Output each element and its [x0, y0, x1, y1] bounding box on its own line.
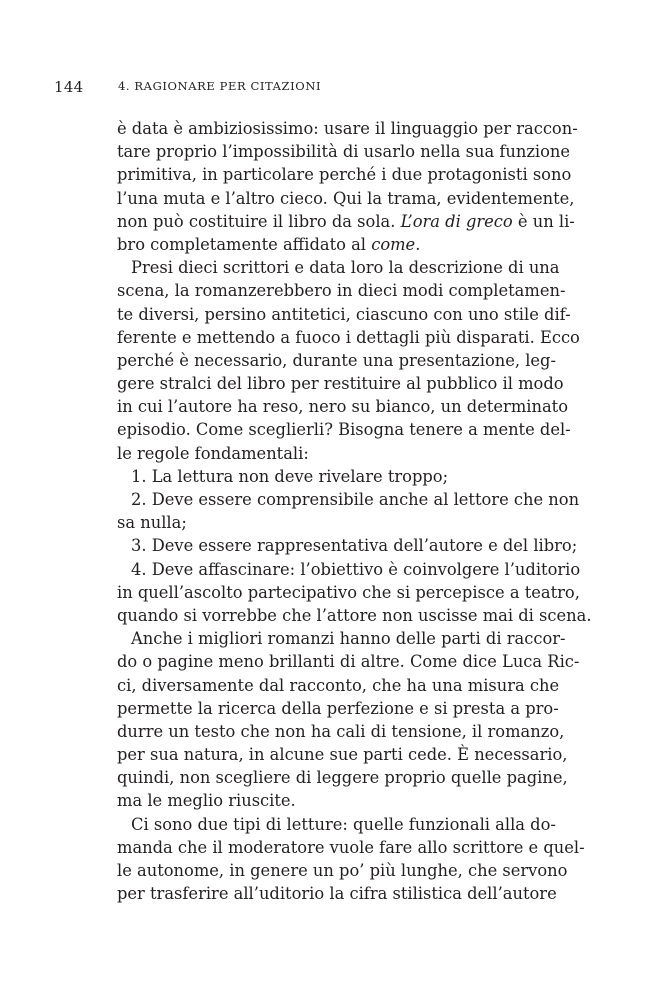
body-text	[117, 117, 592, 905]
italic-text: come	[371, 234, 416, 254]
running-header	[54, 78, 574, 98]
text-line	[117, 140, 571, 163]
text-line	[117, 558, 581, 581]
text-line	[117, 882, 557, 905]
text-run: tare proprio l’impossibilità di usarlo nella sua funzione	[117, 142, 571, 162]
text-line	[117, 256, 560, 279]
text-line	[117, 697, 559, 720]
text-line	[117, 534, 578, 557]
text-run: 3. Deve essere rappresentativa dell’autore e del libro;	[131, 536, 578, 556]
text-run: ma le meglio riuscite.	[117, 791, 296, 811]
text-run: primitiva, in particolare perché i due protagonisti sono	[117, 165, 572, 185]
text-run: l’una muta e l’altro cieco. Qui la trama, evidentemente,	[117, 188, 575, 208]
text-run: per sua natura, in alcune sue parti cede. È necessario,	[117, 745, 568, 765]
text-run: 4. Deve affascinare: l’obiettivo è coinvolgere l’uditorio	[131, 559, 581, 579]
text-line	[117, 117, 578, 140]
running-title: 4. RAGIONARE PER CITAZIONI	[118, 79, 322, 93]
text-run: do o pagine meno brillanti di altre. Come dice Luca Ric-	[117, 652, 580, 672]
text-run: .	[415, 234, 421, 254]
text-line	[117, 813, 556, 836]
text-run: ci, diversamente dal racconto, che ha una misura che	[117, 675, 560, 695]
text-run: in cui l’autore ha reso, nero su bianco, un determinato	[117, 397, 569, 417]
page-number: 144	[54, 78, 84, 96]
text-line	[117, 465, 550, 488]
text-run: le autonome, in genere un po’ più lunghe, che servono	[117, 861, 568, 880]
text-run: Anche i migliori romanzi hanno delle parti di raccor-	[131, 629, 566, 649]
text-line	[117, 279, 566, 302]
text-line	[117, 836, 585, 859]
text-line	[117, 187, 575, 210]
text-run: per trasferire all’uditorio la cifra stilistica dell’autore	[117, 884, 557, 904]
text-run: è data è ambiziosissimo: usare il linguaggio per raccon-	[117, 119, 578, 138]
text-run: episodio. Come sceglierli? Bisogna tenere a mente del-	[117, 420, 571, 440]
text-line	[117, 488, 580, 511]
text-run: 1. La lettura non deve rivelare troppo;	[131, 466, 449, 486]
text-run: 2. Deve essere comprensibile anche al lettore che non	[131, 490, 580, 509]
text-line	[117, 789, 550, 812]
text-run: è un li-	[512, 211, 575, 231]
text-line	[117, 163, 572, 186]
text-line	[117, 604, 592, 627]
text-line	[117, 650, 580, 673]
text-run: quindi, non scegliere di leggere proprio quelle pagine,	[117, 768, 568, 788]
text-line	[117, 674, 560, 697]
text-run: durre un testo che non ha cali di tensione, il romanzo,	[117, 721, 565, 741]
text-run: sa nulla;	[117, 513, 187, 533]
text-line	[117, 233, 550, 256]
text-run: Ci sono due tipi di letture: quelle funzionali alla do-	[131, 814, 556, 834]
text-line	[117, 511, 550, 534]
text-line	[117, 720, 565, 743]
text-line	[117, 210, 575, 233]
text-line	[117, 303, 571, 326]
text-line	[117, 418, 571, 441]
text-line	[117, 326, 580, 349]
text-run: bro completamente affidato al	[117, 234, 372, 254]
text-run: perché è necessario, durante una presentazione, leg-	[117, 350, 556, 370]
italic-text: L’ora di greco	[400, 211, 513, 231]
text-run: Presi dieci scrittori e data loro la descrizione di una	[131, 258, 560, 278]
text-run: ferente e mettendo a fuoco i dettagli più disparati. Ecco	[117, 327, 580, 347]
text-run: le regole fondamentali:	[117, 443, 309, 463]
text-line	[117, 627, 566, 650]
text-line	[117, 372, 564, 395]
text-line	[117, 766, 568, 789]
text-run: quando si vorrebbe che l’attore non uscisse mai di scena.	[117, 605, 592, 625]
text-run: manda che il moderatore vuole fare allo scrittore e quel-	[117, 837, 585, 857]
text-run: in quell’ascolto partecipativo che si percepisce a teatro,	[117, 582, 580, 602]
text-run: permette la ricerca della perfezione e si presta a pro-	[117, 698, 559, 718]
text-line	[117, 395, 569, 418]
text-run: non può costituire il libro da sola.	[117, 211, 401, 231]
text-run: te diversi, persino antitetici, ciascuno con uno stile dif-	[117, 304, 571, 324]
text-run: gere stralci del libro per restituire al pubblico il modo	[117, 374, 564, 394]
text-line	[117, 442, 550, 465]
text-line	[117, 349, 556, 372]
text-line	[117, 859, 568, 882]
text-line	[117, 581, 580, 604]
text-line	[117, 743, 568, 766]
text-run: scena, la romanzerebbero in dieci modi completamen-	[117, 281, 566, 301]
